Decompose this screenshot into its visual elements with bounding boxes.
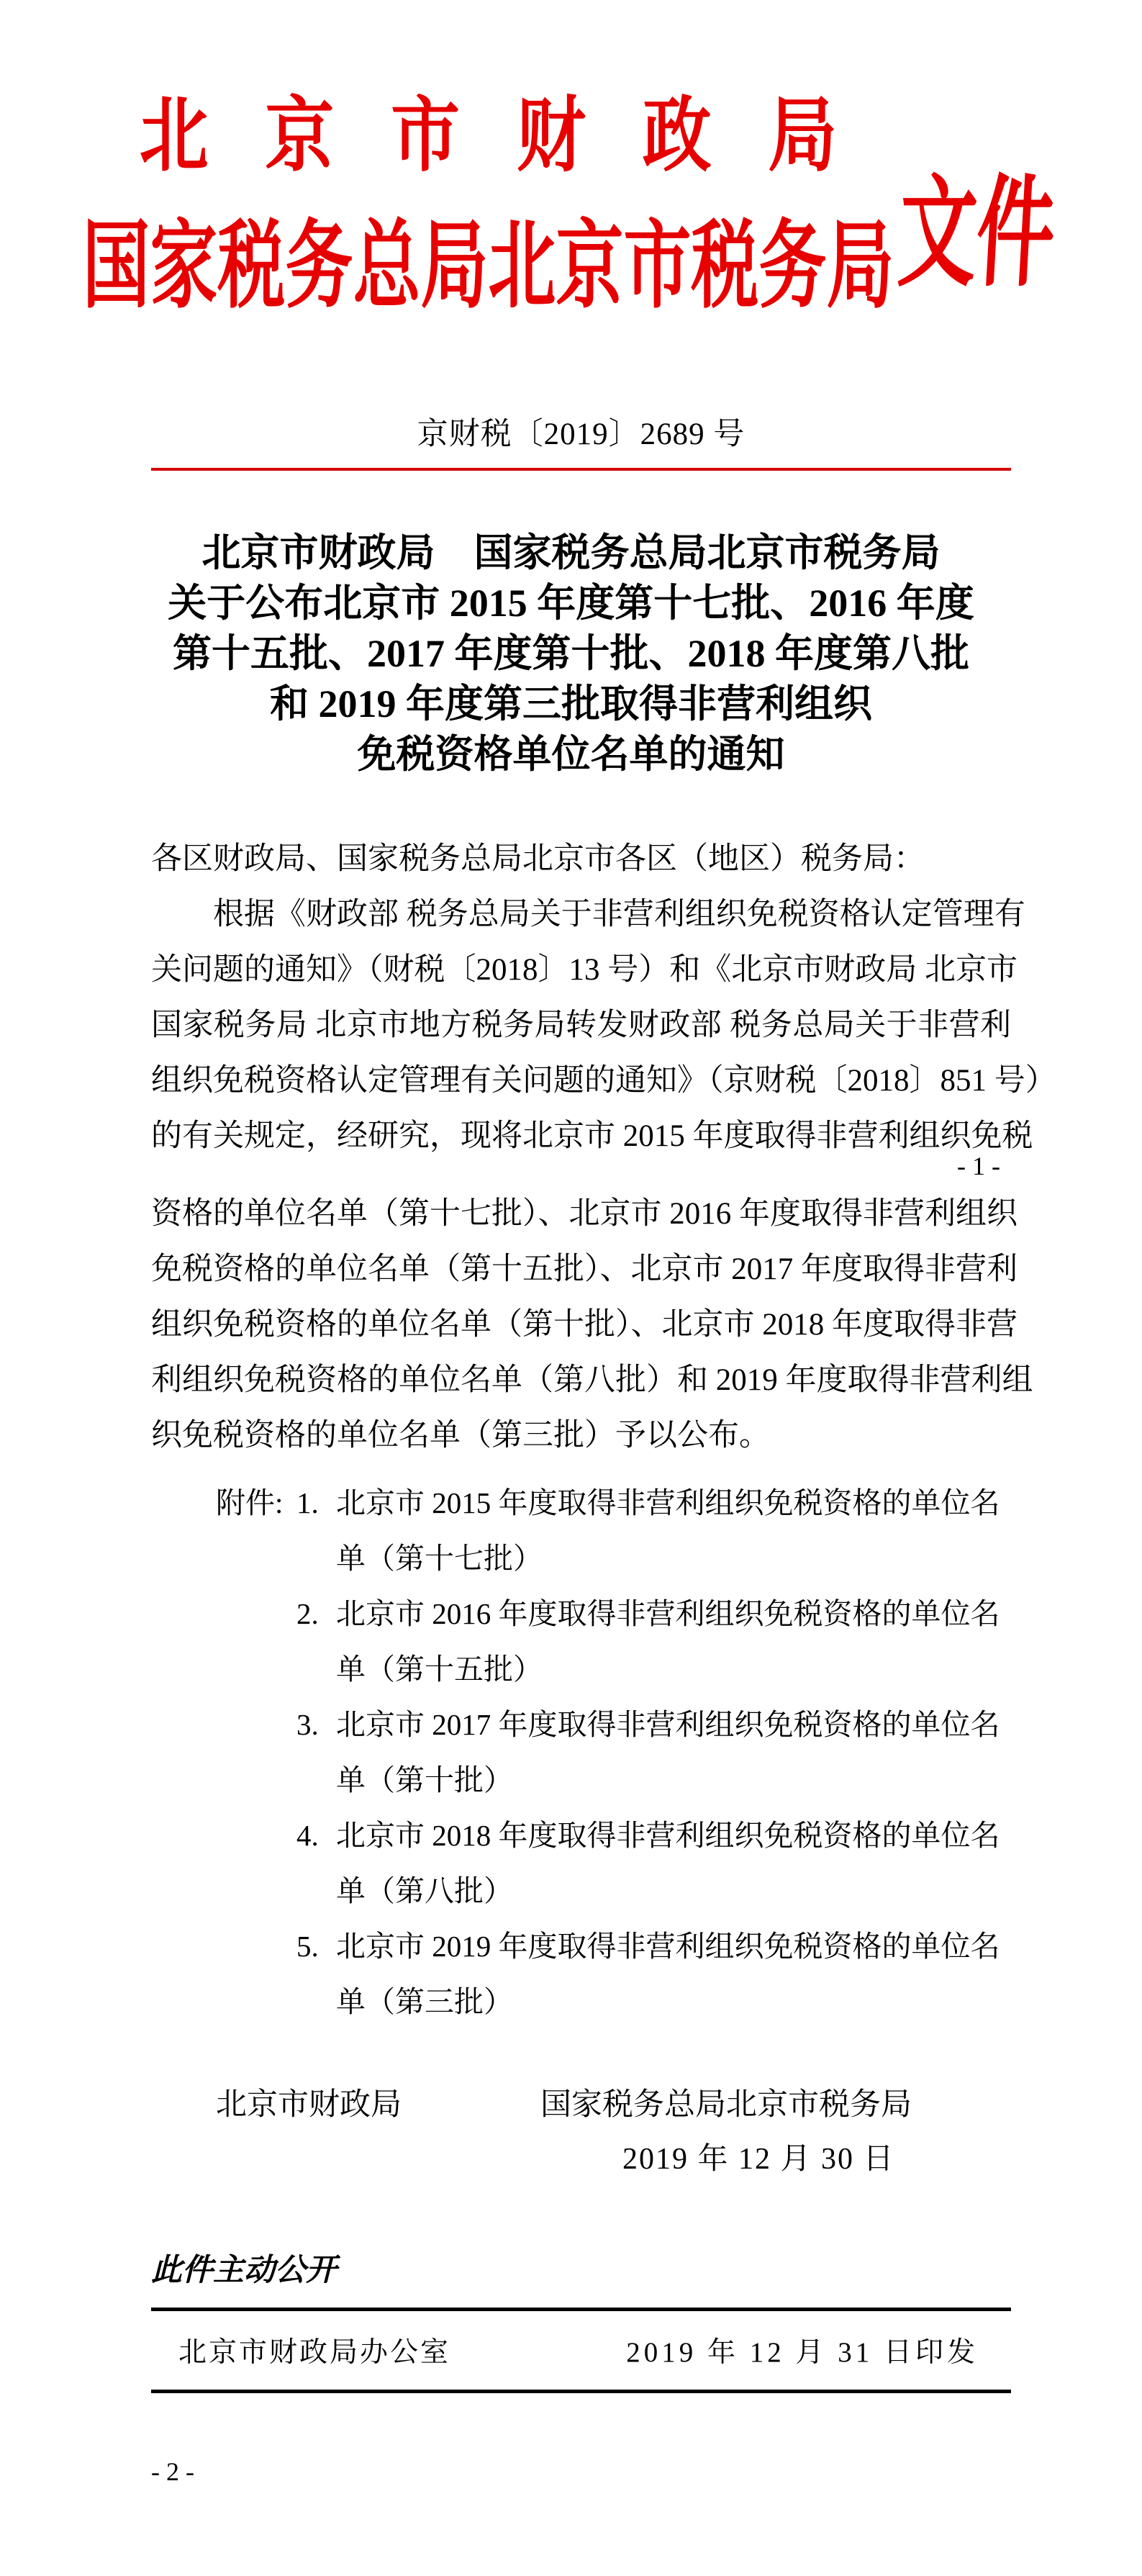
title-line-4: 和 2019 年度第三批取得非营利组织 — [270, 682, 872, 726]
page-2-number: - 2 - — [151, 2457, 194, 2486]
attachments-label-spacer — [216, 1586, 296, 1642]
body-line: 组织免税资格认定管理有关问题的通知》（京财税〔2018〕851 号） — [151, 1064, 1056, 1098]
body-paragraph-1 — [151, 831, 1056, 1164]
disclosure-note: 此件主动公开 — [151, 2253, 337, 2287]
attachment-item-4 — [151, 1808, 1011, 1863]
signature-date: 2019 年 12 月 30 日 — [622, 2143, 895, 2176]
title-line-1: 北京市财政局 国家税务总局北京市税务局 — [201, 531, 941, 574]
attachment-item-3-number: 3. — [296, 1708, 319, 1741]
signature-row — [151, 2084, 1011, 2127]
footer-imprint — [151, 2332, 1011, 2374]
body-line: 关问题的通知》（财税〔2018〕13 号）和《北京市财政局 北京市 — [151, 953, 1018, 987]
attachment-item-1-text: 北京市 2015 年度取得非营利组织免税资格的单位名 — [336, 1486, 1000, 1519]
attachment-item-2-text: 北京市 2016 年度取得非营利组织免税资格的单位名 — [336, 1597, 1000, 1630]
body-line: 织免税资格的单位名单（第三批）予以公布。 — [151, 1419, 770, 1452]
title-line-5: 免税资格单位名单的通知 — [357, 733, 785, 776]
attachments-label: 附件: — [216, 1486, 284, 1519]
page-1-number: - 1 - — [957, 1152, 1000, 1180]
attachment-item-1 — [151, 1475, 1011, 1531]
agency-name-line2-text: 国家税务总局北京市税务局 — [82, 214, 894, 320]
footer-print-date: 2019 年 12 月 31 日印发 — [626, 2337, 979, 2368]
body-line: 利组织免税资格的单位名单（第八批）和 2019 年度取得非营利组 — [151, 1363, 1033, 1397]
attachment-item-3-text: 北京市 2017 年度取得非营利组织免税资格的单位名 — [336, 1708, 1000, 1741]
signature-issuer-right: 国家税务总局北京市税务局 — [540, 2088, 912, 2122]
attachment-item-4-text: 北京市 2018 年度取得非营利组织免税资格的单位名 — [336, 1819, 1000, 1852]
agency-name-line2 — [79, 216, 897, 320]
attachments-label-spacer — [216, 1808, 296, 1863]
body-line: 国家税务局 北京市地方税务局转发财政部 税务总局关于非营利 — [151, 1008, 1011, 1042]
footer-rule-bottom — [151, 2390, 1011, 2393]
letterhead-agencies — [79, 90, 897, 320]
attachments-list — [151, 1475, 1011, 2030]
attachment-item-3-continuation: 单（第十批） — [336, 1763, 513, 1797]
salutation: 各区财政局、国家税务总局北京市各区（地区）税务局： — [151, 842, 925, 876]
attachment-item-2-continuation: 单（第十五批） — [336, 1653, 543, 1686]
attachment-item-5-continuation: 单（第三批） — [336, 1985, 513, 2018]
attachment-item-2-number: 2. — [296, 1597, 319, 1630]
attachment-item-5-number: 5. — [296, 1930, 319, 1963]
attachments-label-spacer — [216, 1697, 296, 1753]
body-line: 根据《财政部 税务总局关于非营利组织免税资格认定管理有 — [213, 898, 1025, 931]
title-line-3: 第十五批、2017 年度第十批、2018 年度第八批 — [173, 632, 969, 675]
attachment-item-4-number: 4. — [296, 1819, 319, 1852]
red-separator-line — [151, 468, 1011, 471]
title-line-2: 关于公布北京市 2015 年度第十七批、2016 年度 — [168, 582, 974, 625]
doc-type-label: 文件 — [895, 168, 1059, 302]
attachment-item-5-text: 北京市 2019 年度取得非营利组织免税资格的单位名 — [336, 1930, 1000, 1963]
body-line: 组织免税资格的单位名单（第十批）、北京市 2018 年度取得非营 — [151, 1308, 1018, 1342]
attachment-item-5 — [151, 1919, 1011, 1974]
agency-name-line1 — [79, 90, 897, 181]
body-paragraph-2 — [151, 1186, 1033, 1463]
attachment-item-4-continuation: 单（第八批） — [336, 1874, 513, 1907]
body-line: 免税资格的单位名单（第十五批）、北京市 2017 年度取得非营利 — [151, 1252, 1018, 1286]
attachment-item-3 — [151, 1697, 1011, 1753]
doc-number: 京财税〔2019〕2689 号 — [417, 417, 746, 451]
footer-rule-top — [151, 2308, 1011, 2311]
attachments-label-spacer — [216, 1919, 296, 1974]
letterhead — [79, 90, 1063, 320]
body-line: 资格的单位名单（第十七批）、北京市 2016 年度取得非营利组织 — [151, 1197, 1018, 1231]
doc-title — [79, 528, 1063, 779]
agency-name-line1-text: 北京市财政局 — [139, 90, 894, 181]
footer-office: 北京市财政局办公室 — [178, 2337, 451, 2368]
attachment-item-1-number: 1. — [296, 1486, 319, 1519]
attachment-item-1-continuation: 单（第十七批） — [336, 1542, 543, 1575]
body-line: 的有关规定，经研究，现将北京市 2015 年度取得非营利组织免税 — [151, 1119, 1033, 1153]
attachment-item-2 — [151, 1586, 1011, 1642]
signature-issuer-left: 北京市财政局 — [216, 2088, 402, 2122]
